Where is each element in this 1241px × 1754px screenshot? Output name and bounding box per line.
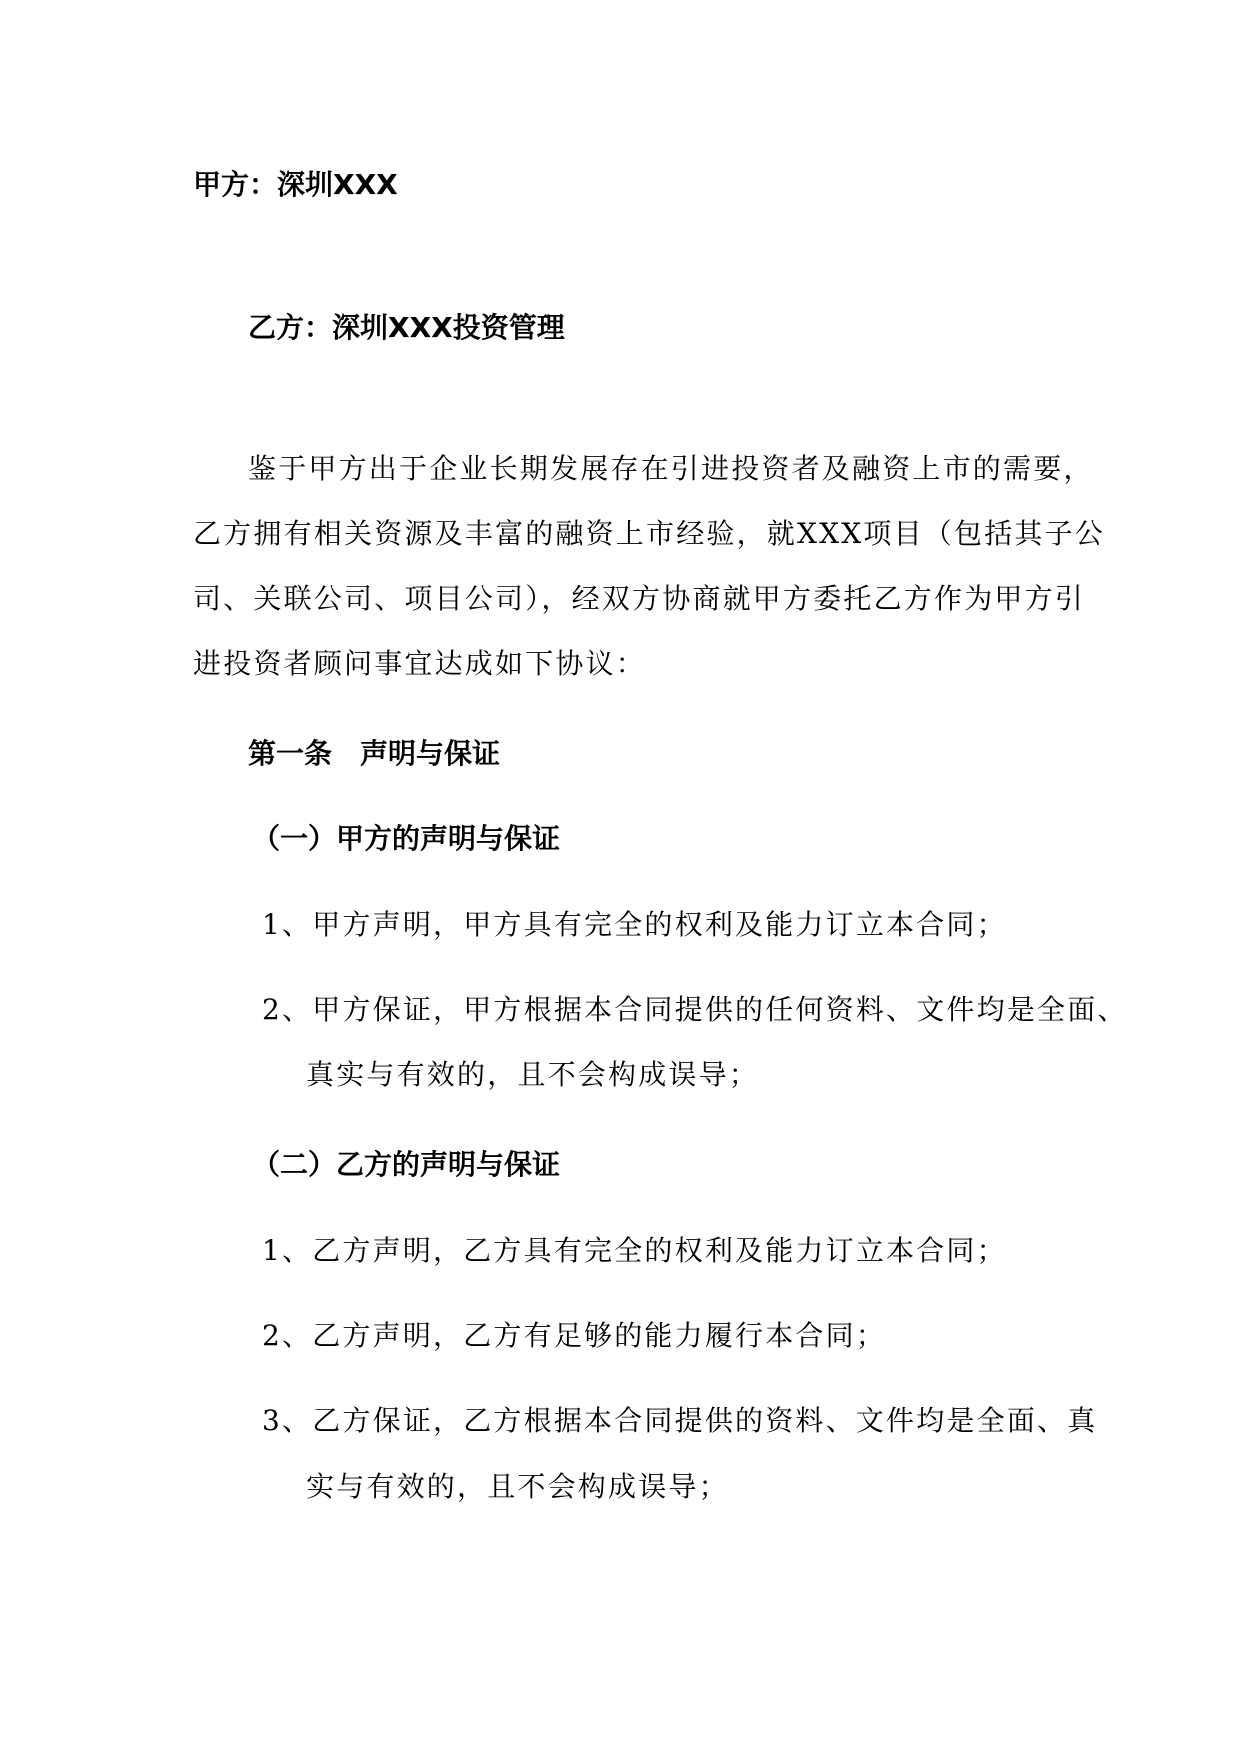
section-2-item-3-line-2: 实与有效的，且不会构成误导； bbox=[306, 1470, 729, 1503]
intro-paragraph-line: 乙方拥有相关资源及丰富的融资上市经验，就XXX项目（包括其子公 bbox=[193, 517, 1106, 550]
intro-paragraph-line: 鉴于甲方出于企业长期发展存在引进投资者及融资上市的需要， bbox=[248, 452, 1094, 485]
intro-paragraph-line: 司、关联公司、项目公司），经双方协商就甲方委托乙方作为甲方引 bbox=[193, 582, 1086, 615]
party-a-line: 甲方：深圳XXX bbox=[193, 168, 398, 201]
article-1-heading: 第一条 声明与保证 bbox=[248, 737, 501, 770]
section-1-item-2-line-1: 2、甲方保证，甲方根据本合同提供的任何资料、文件均是全面、 bbox=[262, 993, 1128, 1026]
party-b-line: 乙方：深圳XXX投资管理 bbox=[248, 311, 565, 344]
section-2-item-3-line-1: 3、乙方保证，乙方根据本合同提供的资料、文件均是全面、真 bbox=[262, 1404, 1098, 1437]
section-2-heading: （二）乙方的声明与保证 bbox=[252, 1148, 561, 1181]
section-1-heading: （一）甲方的声明与保证 bbox=[252, 822, 561, 855]
section-1-item-1: 1、甲方声明，甲方具有完全的权利及能力订立本合同； bbox=[262, 908, 1007, 941]
section-2-item-2: 2、乙方声明，乙方有足够的能力履行本合同； bbox=[262, 1319, 887, 1352]
section-1-item-2-line-2: 真实与有效的，且不会构成误导； bbox=[306, 1058, 760, 1091]
intro-paragraph-line: 进投资者顾问事宜达成如下协议： bbox=[193, 647, 647, 680]
section-2-item-1: 1、乙方声明，乙方具有完全的权利及能力订立本合同； bbox=[262, 1234, 1007, 1267]
